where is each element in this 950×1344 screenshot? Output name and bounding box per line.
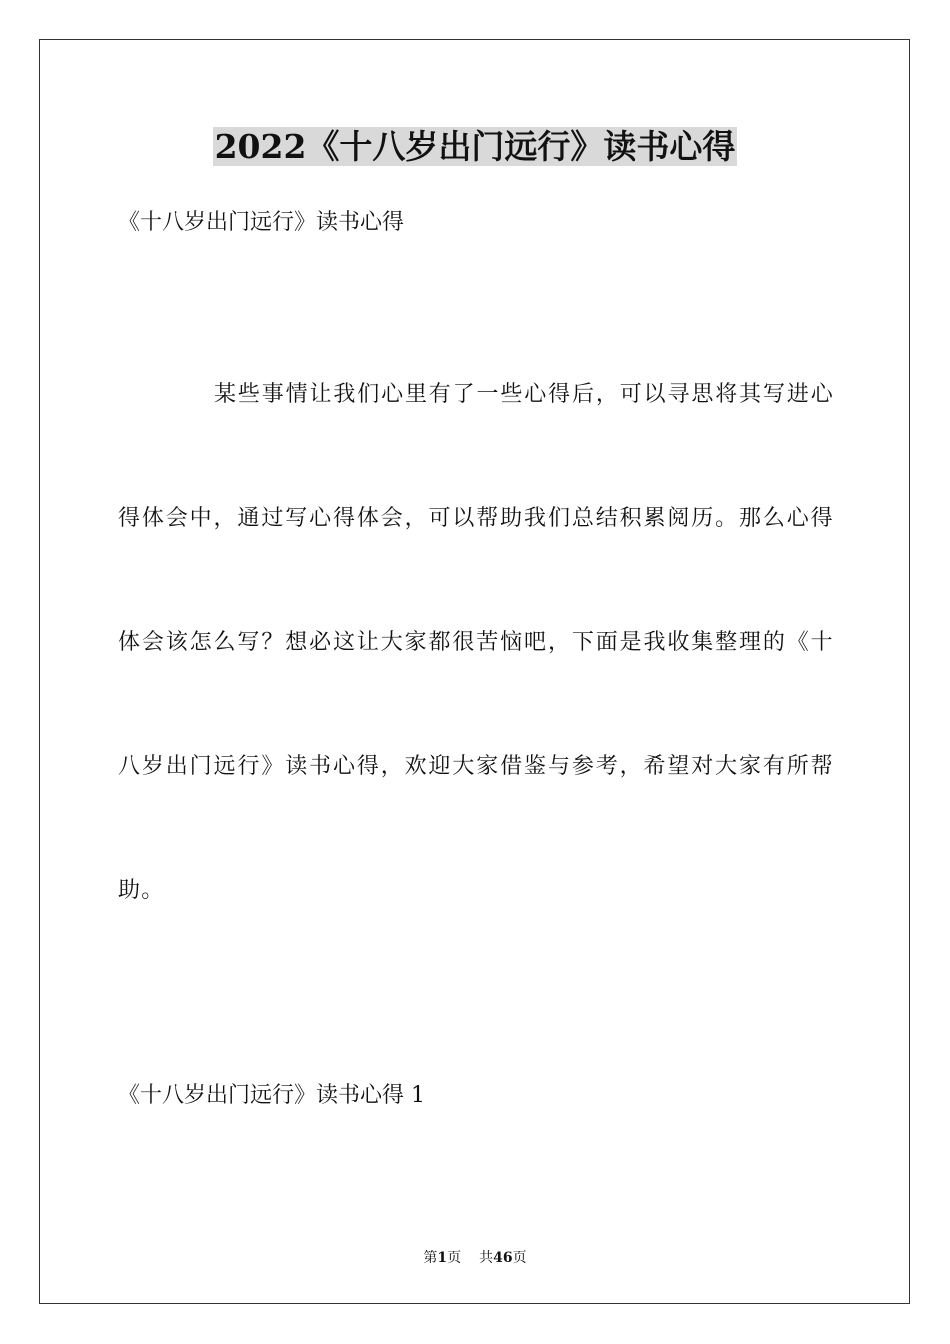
footer-current-page: 1 [437,1250,448,1266]
intro-paragraph: 某些事情让我们心里有了一些心得后，可以寻思将其写进心得体会中，通过写心得体会，可以帮助我们总结积累阅历。那么心得体会该怎么写？想必这让大家都很苦恼吧，下面是我收集整理的《十八岁出门远行》读书心得，欢迎大家借鉴与参考，希望对大家有所帮助。 [118,382,834,903]
footer-total-pages: 46 [493,1250,513,1266]
page-footer [0,1248,950,1268]
footer-page-prefix: 第 [423,1250,438,1266]
document-title-text: 2022《十八岁出门远行》读书心得 [214,127,736,166]
document-title [0,124,950,170]
footer-total-suffix: 页 [512,1250,527,1266]
footer-total-prefix: 共 [479,1250,494,1266]
document-subtitle: 《十八岁出门远行》读书心得 [118,210,405,235]
footer-page-suffix: 页 [447,1250,462,1266]
section-heading: 《十八岁出门远行》读书心得 1 [118,1083,425,1108]
